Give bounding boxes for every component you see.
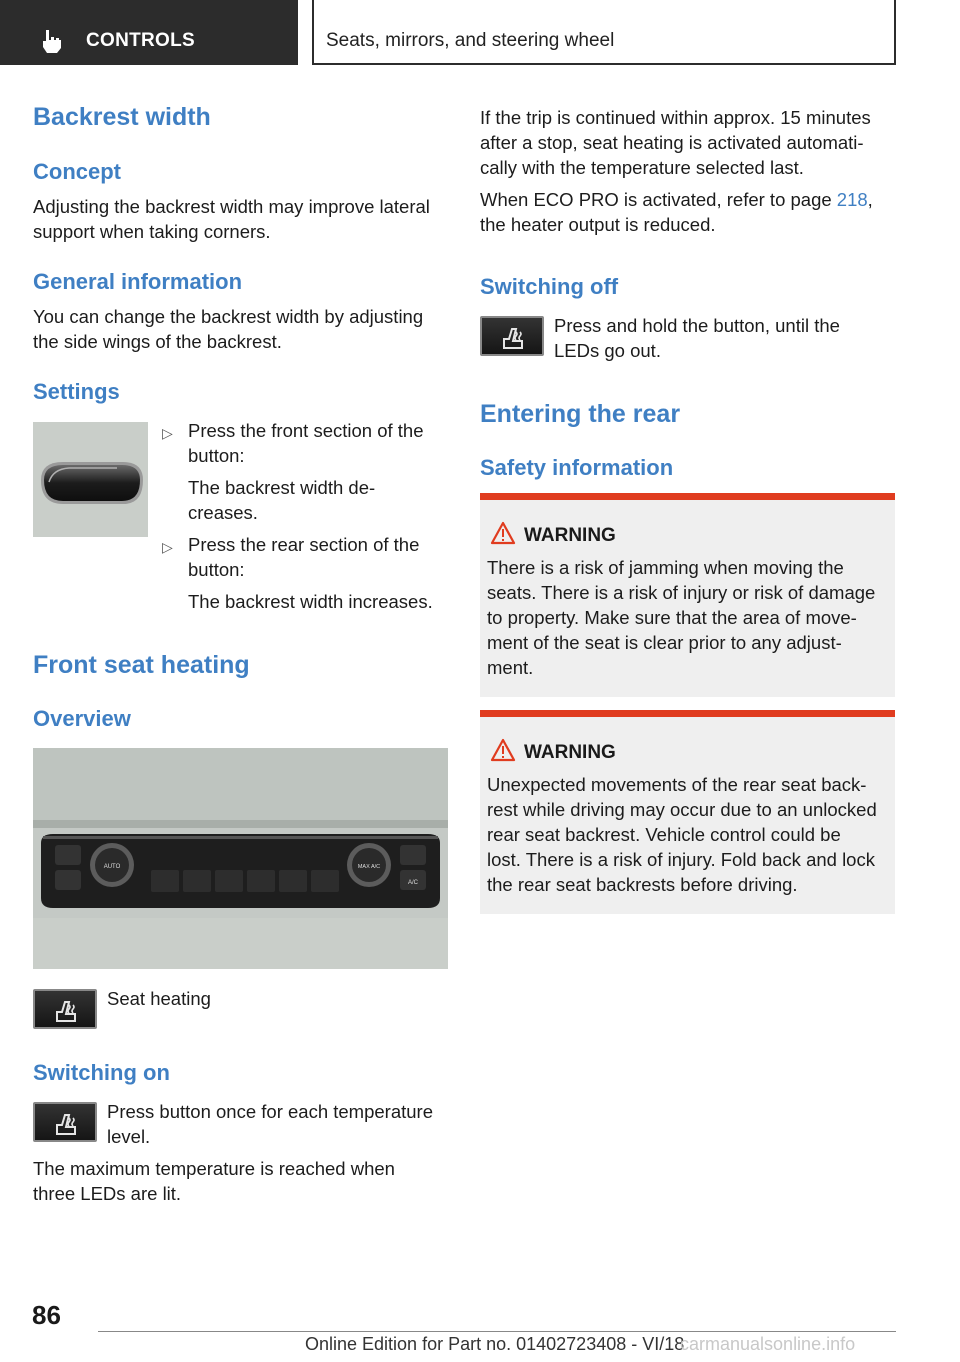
text-off-line1: Press and hold the button, until the [554, 315, 840, 336]
heading-concept: Concept [33, 159, 121, 184]
warning-box-jamming [480, 493, 895, 697]
chapter-title: Seats, mirrors, and steering wheel [326, 30, 615, 51]
heading-settings: Settings [33, 379, 120, 404]
text-trip-line1: If the trip is continued within approx. 15 minutes [480, 107, 871, 128]
text-bullet1-line2: button: [188, 445, 245, 466]
warning-triangle-icon [490, 738, 516, 762]
text-eco-line2: the heater output is reduced. [480, 214, 716, 235]
heading-switching-on: Switching on [33, 1060, 170, 1085]
warning-line: seats. There is a risk of injury or risk of damage [487, 582, 876, 603]
heading-backrest-width: Backrest width [33, 103, 211, 131]
seat-heating-button-icon [33, 989, 97, 1029]
heading-switching-off: Switching off [480, 274, 619, 299]
text-bullet1-line4: creases. [188, 502, 258, 523]
text-general-information: You can change the backrest width by adjusting the side wings of the backrest. [33, 306, 424, 352]
text-off-line2: LEDs go out. [554, 340, 661, 361]
climate-panel-illustration [33, 748, 448, 969]
header-chapter-box [312, 0, 896, 65]
panel-auto-label: AUTO [103, 864, 121, 870]
warning-line: lost. There is a risk of injury. Fold back and lock [487, 849, 875, 870]
warning-box-backrest [480, 710, 895, 914]
heading-front-seat-heating: Front seat heating [33, 651, 250, 679]
seat-heating-icon [53, 1110, 81, 1138]
watermark-text: carmanualsonline.info [680, 1334, 856, 1354]
warning-text [487, 772, 889, 897]
text-bullet1-line3: The backrest width de- [188, 477, 376, 498]
page-number: 86 [32, 1300, 61, 1330]
backrest-switch-image [33, 422, 148, 537]
text-bullet2-line2: button: [188, 559, 245, 580]
footer-divider [98, 1331, 896, 1332]
warning-triangle-icon [490, 521, 516, 545]
seat-heating-icon [53, 997, 81, 1025]
text-eco-comma: , [867, 189, 873, 210]
warning-line: Unexpected movements of the rear seat back- [487, 774, 867, 795]
seat-heating-icon [500, 324, 528, 352]
warning-line: ment of the seat is clear prior to any adjust- [487, 632, 842, 653]
text-concept: Adjusting the backrest width may improve lateral support when taking corners. [33, 196, 430, 242]
seat-heating-button-icon [33, 1102, 97, 1142]
panel-ac-label: A/C [407, 880, 419, 886]
warning-title: WARNING [524, 525, 616, 546]
text-trip-line2: after a stop, seat heating is activated automati- [480, 132, 864, 153]
text-trip-line3: cally with the temperature selected last. [480, 157, 804, 178]
text-switch-on-line2: level. [107, 1126, 151, 1147]
warning-text [487, 555, 889, 680]
climate-panel-image [33, 748, 448, 969]
heading-entering-the-rear: Entering the rear [480, 400, 681, 428]
text-max-temp-line2: three LEDs are lit. [33, 1183, 182, 1204]
text-seat-heating-label: Seat heating [107, 988, 211, 1009]
edition-text: Online Edition for Part no. 01402723408 - VI/18 [305, 1334, 685, 1354]
text-eco-line1 [480, 187, 873, 212]
heading-general-information: General information [33, 269, 243, 294]
text-bullet2-line1: Press the rear section of the [188, 534, 420, 555]
heading-safety-information: Safety information [480, 455, 674, 480]
warning-line: ment. [487, 657, 534, 678]
text-bullet1-line1: Press the front section of the [188, 420, 424, 441]
warning-line: There is a risk of jamming when moving the [487, 557, 844, 578]
bullet-icon: ▷ [162, 539, 173, 555]
page-reference-link[interactable]: 218 [836, 189, 868, 210]
text-bullet2-line3: The backrest width increases. [188, 591, 433, 612]
section-label: CONTROLS [86, 30, 196, 51]
panel-max-ac-label: MAX A/C [357, 864, 381, 870]
header-section-tab [0, 0, 298, 65]
warning-line: to property. Make sure that the area of move- [487, 607, 857, 628]
text-max-temp-line1: The maximum temperature is reached when [33, 1158, 395, 1179]
heading-overview: Overview [33, 706, 131, 731]
seat-heating-button-icon [480, 316, 544, 356]
bullet-icon: ▷ [162, 425, 173, 441]
backrest-switch-icon [33, 422, 148, 537]
warning-line: rear seat backrest. Vehicle control could be [487, 824, 841, 845]
text-eco-prefix: When ECO PRO is activated, refer to page [480, 189, 837, 210]
warning-line: rest while driving may occur due to an unlocked [487, 799, 877, 820]
warning-line: the rear seat backrests before driving. [487, 874, 798, 895]
warning-title: WARNING [524, 742, 616, 763]
text-switch-on-line1: Press button once for each temperature [107, 1101, 433, 1122]
pointing-hand-icon [40, 28, 64, 54]
